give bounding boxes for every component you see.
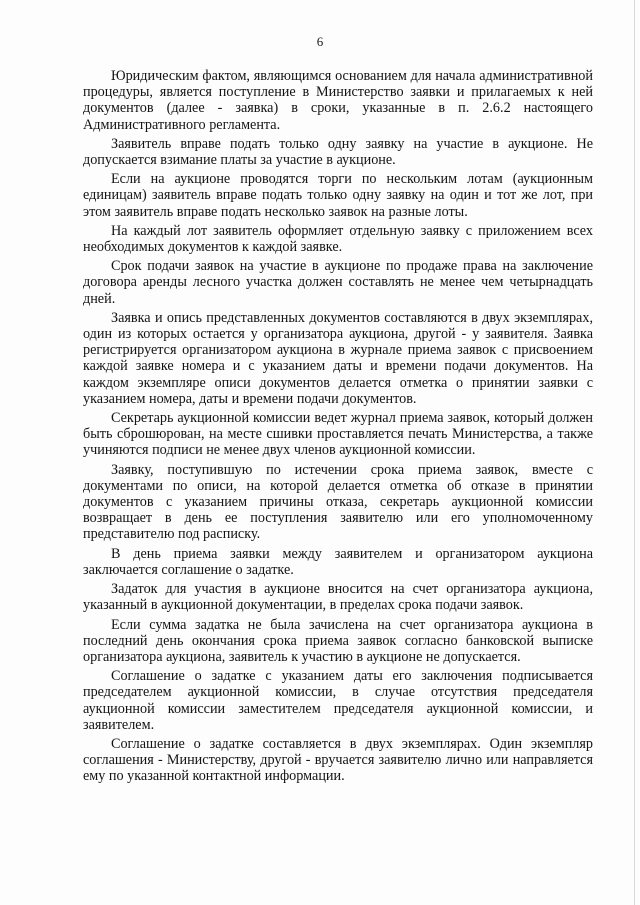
paragraph-9: В день приема заявки между заявителем и организатором аукциона заключается соглашение о задатке. bbox=[83, 545, 593, 578]
paragraph-13: Соглашение о задатке составляется в двух экземплярах. Один экземпляр соглашения - Министерству, другой - вручается заявителю лично или направляется ему по указанной контактной информации. bbox=[83, 735, 593, 785]
paragraph-10: Задаток для участия в аукционе вносится на счет организатора аукциона, указанный в аукционной документации, в пределах срока подачи заявок. bbox=[83, 581, 593, 614]
page-number: 6 bbox=[316, 34, 324, 49]
document-body bbox=[83, 68, 593, 788]
scan-edge-line bbox=[634, 0, 635, 905]
paragraph-1: Юридическим фактом, являющимся основанием для начала административной процедуры, является поступление в Министерство заявки и прилагаемых к ней документов (далее - заявка) в сроки, указанные в п. 2.6.2 настоящего Административного регламента. bbox=[83, 68, 593, 133]
paragraph-6: Заявка и опись представленных документов составляются в двух экземплярах, один из которых остается у организатора аукциона, другой - у заявителя. Заявка регистрируется организатором аукциона в журнале приема заявок с присвоением каждой заявке номера и с указанием даты и времени подачи документов. На каждом экземпляре описи документов делается отметка о принятии заявки с указанием номера, даты и времени подачи документов. bbox=[83, 309, 593, 407]
paragraph-5: Срок подачи заявок на участие в аукционе по продаже права на заключение договора аренды лесного участка должен составлять не менее чем четырнадцать дней. bbox=[83, 258, 593, 307]
paragraph-8: Заявку, поступившую по истечении срока приема заявок, вместе с документами по описи, на которой делается отметка об отказе в принятии документов с указанием причины отказа, секретарь аукционной комиссии возвращает в день ее поступления заявителю или его уполномоченному представителю под расписку. bbox=[83, 461, 593, 543]
paragraph-3: Если на аукционе проводятся торги по нескольким лотам (аукционным единицам) заявитель вправе подать только одну заявку на один и тот же лот, при этом заявитель вправе подать несколько заявок на разные лоты. bbox=[83, 171, 593, 220]
paragraph-7: Секретарь аукционной комиссии ведет журнал приема заявок, который должен быть сброшюрован, на месте сшивки проставляется печать Министерства, а также учиняются подписи не менее двух членов аукционной комиссии. bbox=[83, 410, 593, 459]
paragraph-2: Заявитель вправе подать только одну заявку на участие в аукционе. Не допускается взимание платы за участие в аукционе. bbox=[83, 135, 593, 169]
paragraph-12: Соглашение о задатке с указанием даты его заключения подписывается председателем аукционной комиссии, в случае отсутствия председателя аукционной комиссии заместителем председателя аукционной комиссии, и заявителем. bbox=[83, 668, 593, 733]
paragraph-4: На каждый лот заявитель оформляет отдельную заявку с приложением всех необходимых документов к каждой заявке. bbox=[83, 222, 593, 256]
paragraph-11: Если сумма задатка не была зачислена на счет организатора аукциона в последний день окончания срока приема заявок согласно банковской выписке организатора аукциона, заявитель к участию в аукционе не допускается. bbox=[83, 616, 593, 665]
